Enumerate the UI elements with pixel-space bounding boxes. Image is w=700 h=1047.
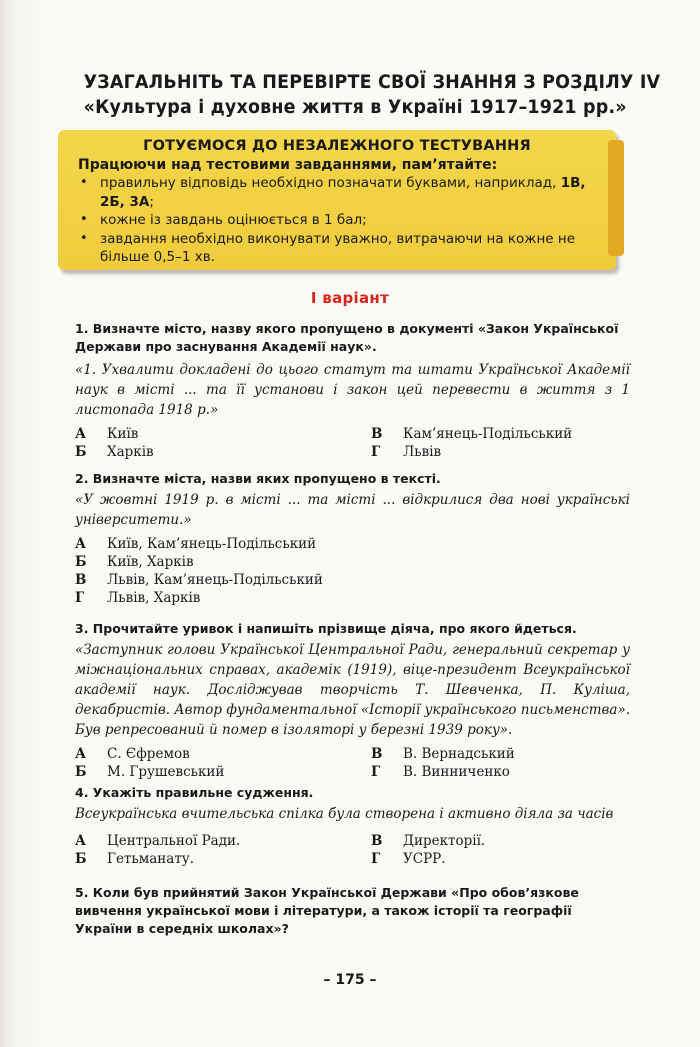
answer-option[interactable] [371,832,630,850]
answer-option[interactable] [75,589,630,607]
option-text: Гетьманату. [107,851,195,867]
option-text: Львів, Харків [107,590,201,606]
option-text: Харків [107,444,154,460]
answer-options [75,745,630,781]
question-heading: 2. Визначте міста, назви яких пропущено в тексті. [75,471,441,486]
bullet-icon: • [80,175,88,190]
option-text: В. Винниченко [403,764,510,780]
answer-option[interactable] [75,425,371,443]
option-text: Київ, Кам’янець-Подільський [107,536,317,552]
question-5 [75,884,630,938]
option-letter: А [75,833,86,849]
answer-options [75,535,630,607]
answer-option[interactable] [75,745,371,763]
answer-option[interactable] [371,443,630,461]
answer-option[interactable] [75,763,371,781]
tip-item [78,174,598,211]
answer-option[interactable] [75,850,371,868]
callout-side-tab [608,140,624,256]
option-text: В. Вернадський [403,746,515,762]
option-text: УСРР. [403,851,446,867]
option-letter: Г [371,444,381,460]
callout-subheading: Працюючи над тестовими завданнями, пам’ятайте: [78,157,498,173]
bullet-icon: • [80,212,88,227]
title-line-1: УЗАГАЛЬНІТЬ ТА ПЕРЕВІРТЕ СВОЇ ЗНАННЯ З РОЗДІЛУ IV [83,71,661,93]
option-text: Центральної Ради. [107,833,241,849]
option-letter: В [75,572,87,588]
answer-option[interactable] [75,443,371,461]
option-letter: Б [75,851,87,867]
question-heading: 1. Визначте місто, назву якого пропущено в документі «Закон Української Держави про заснування Академії наук». [75,321,619,354]
tip-text: кожне із завдань оцінюється в 1 бал; [100,212,367,228]
option-letter: А [75,746,86,762]
answer-option[interactable] [371,425,630,443]
page-title [83,70,661,120]
question-4 [75,784,630,868]
title-line-2: «Культура і духовне життя в Україні 1917–1921 рр.» [83,96,627,118]
answer-option[interactable] [371,850,630,868]
option-letter: В [371,833,383,849]
question-quote: «У жовтні 1919 р. в місті ... та місті ... відкрилися два нові українські університети.» [75,492,630,528]
answer-option[interactable] [75,832,371,850]
tip-example: 1В, 2Б, 3А [100,175,586,210]
answer-option[interactable] [371,745,630,763]
question-heading: 4. Укажіть правильне судження. [75,785,314,800]
option-letter: В [371,426,383,442]
option-text: Кам’янець-Подільський [403,426,573,442]
tip-text-end: ; [149,193,154,210]
option-text: Директорії. [403,833,486,849]
variant-heading: І варіант [310,289,390,307]
answer-option[interactable] [75,553,630,571]
option-letter: А [75,426,86,442]
tip-text: завдання необхідно виконувати уважно, витрачаючи на кожне не більше 0,5–1 хв. [100,230,576,265]
callout-heading: ГОТУЄМОСЯ ДО НЕЗАЛЕЖНОГО ТЕСТУВАННЯ [143,138,531,154]
question-quote: «Заступник голови Української Центральної Ради, генеральний секретар у міжнаціональних справах, академік (1919), віце-президент Всеукраїнської академії наук. Досліджував творчість Т. Шевченка, П. Куліша, декабристів. Автор фундаментальної «Історії українського письменства». Був репресований й помер в ізоляторі у березні 1939 року». [75,642,630,738]
answer-option[interactable] [75,571,630,589]
option-letter: Б [75,444,87,460]
option-text: Київ, Харків [107,554,194,570]
question-3 [75,620,630,781]
option-text: С. Єфремов [107,746,190,762]
option-letter: В [371,746,383,762]
option-letter: Г [371,764,381,780]
option-text: М. Грушевський [107,764,225,780]
bullet-icon: • [80,230,88,246]
question-1 [75,320,630,461]
option-text: Львів, Кам’янець-Подільський [107,572,323,588]
option-letter: А [75,536,86,552]
option-letter: Б [75,554,87,570]
question-heading: 3. Прочитайте уривок і напишіть прізвище діяча, про якого йдеться. [75,621,577,636]
tip-item [78,230,598,267]
question-2 [75,470,630,607]
answer-options [75,425,630,461]
option-text: Львів [403,444,442,460]
option-letter: Б [75,764,87,780]
option-letter: Г [75,590,85,606]
answer-option[interactable] [371,763,630,781]
question-quote: «1. Ухвалити докладені до цього статут та штати Української Академії наук в місті ... та її установи і закон цей перевести в життя з 1 листопада 1918 р.» [75,362,630,418]
page-number: – 175 – [323,972,377,988]
option-text: Київ [107,426,139,442]
answer-option[interactable] [75,535,630,553]
tip-item [78,211,598,230]
question-statement: Всеукраїнська вчительська спілка була створена і активно діяла за часів [75,806,614,822]
tips-list [58,174,616,267]
test-tips-callout [58,130,616,270]
tip-text: правильну відповідь необхідно позначати буквами, наприклад, [100,175,557,191]
question-heading: 5. Коли був прийнятий Закон Української Держави «Про обов’язкове вивчення української мови і літератури, а також історії та географії України в середніх школах»? [75,885,579,936]
option-letter: Г [371,851,381,867]
answer-options [75,832,630,868]
